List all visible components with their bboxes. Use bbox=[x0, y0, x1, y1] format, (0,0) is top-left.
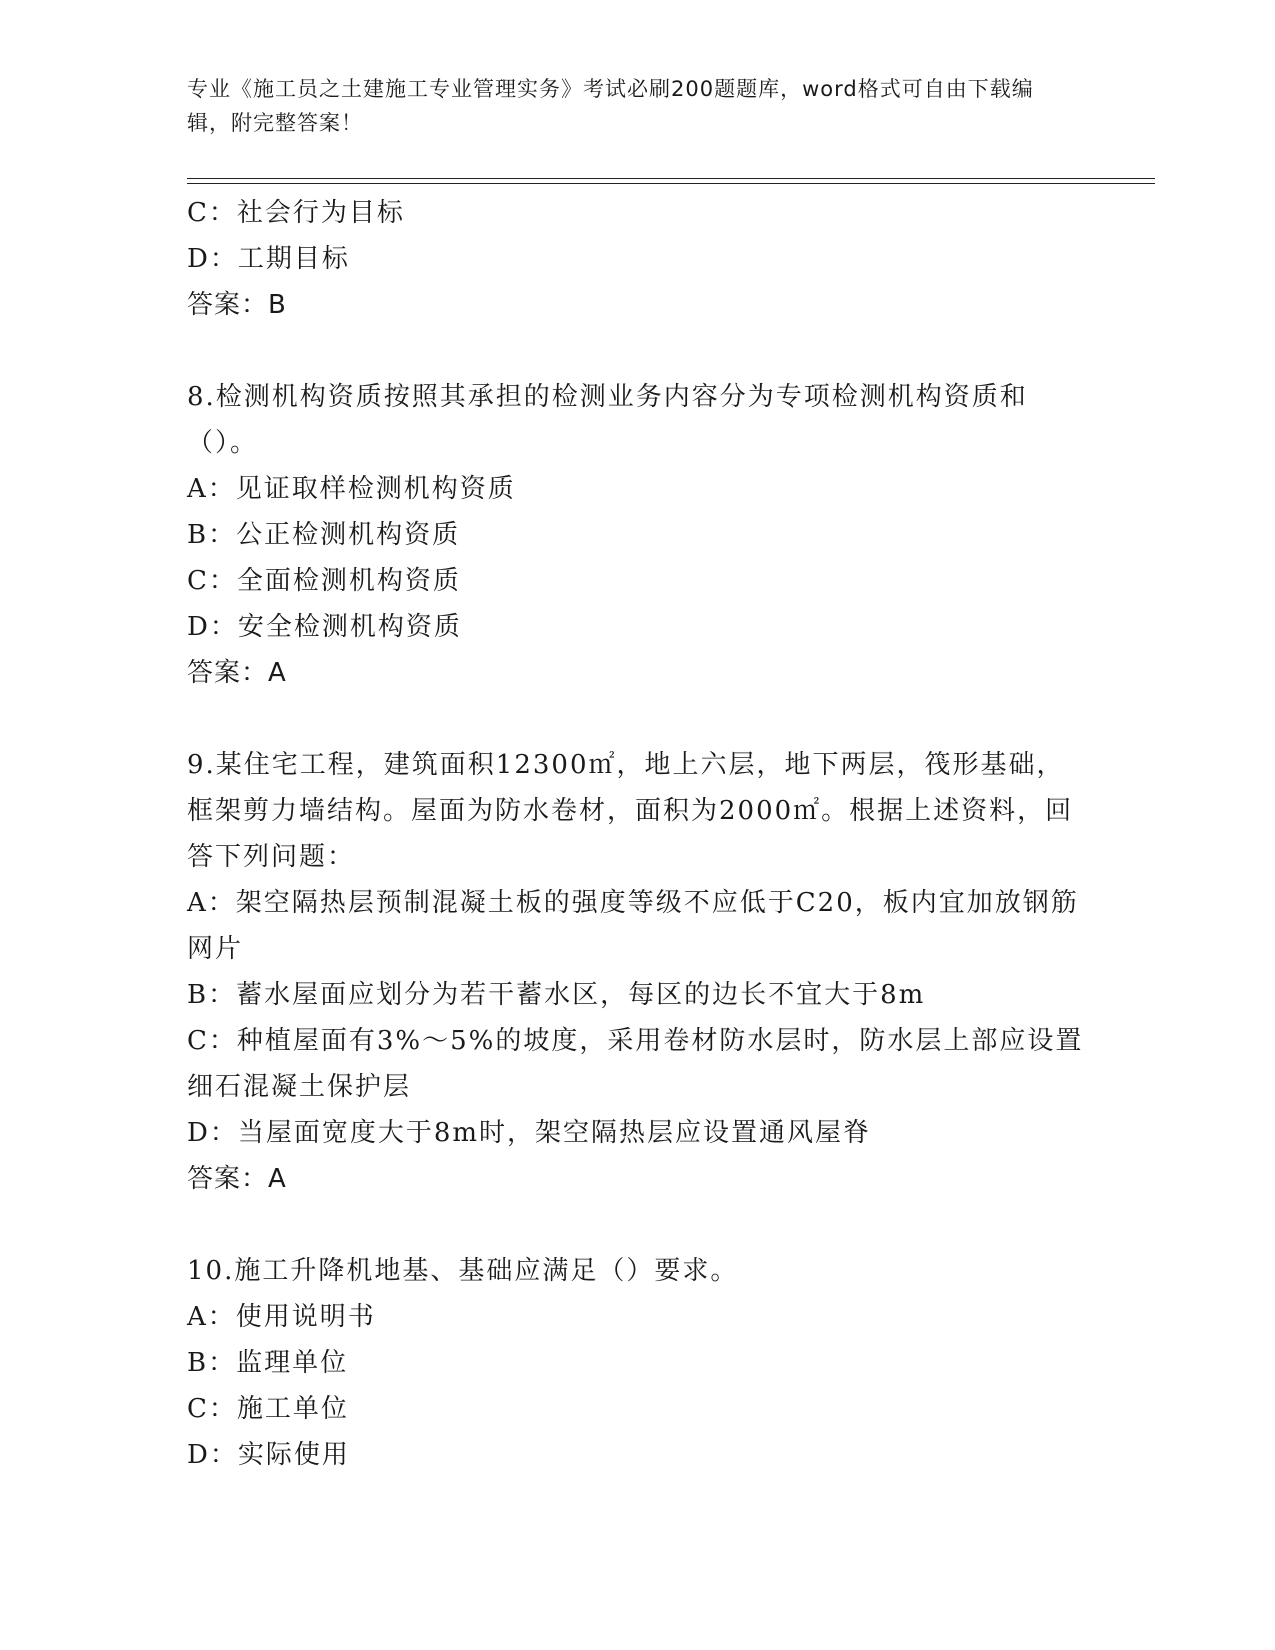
question-stem-8: 8.检测机构资质按照其承担的检测业务内容分为专项检测机构资质和（）。 bbox=[187, 382, 1028, 458]
header-rule-top bbox=[187, 178, 1155, 179]
option-d: D：安全检测机构资质 bbox=[187, 612, 462, 642]
option-a: A：见证取样检测机构资质 bbox=[187, 474, 516, 504]
option-c: C：施工单位 bbox=[187, 1394, 349, 1424]
option-a: A：架空隔热层预制混凝土板的强度等级不应低于C20，板内宜加放钢筋网片 bbox=[187, 888, 1079, 964]
option-a: A：使用说明书 bbox=[187, 1302, 376, 1332]
option-b: B：公正检测机构资质 bbox=[187, 520, 461, 550]
question-stem-10: 10.施工升降机地基、基础应满足（）要求。 bbox=[187, 1256, 739, 1286]
question-stem-9: 9.某住宅工程，建筑面积12300㎡，地上六层，地下两层，筏形基础，框架剪力墙结构。屋面为防水卷材，面积为2000㎡。根据上述资料，回答下列问题： bbox=[187, 750, 1074, 872]
option-c: C：社会行为目标 bbox=[187, 198, 405, 228]
option-b: B：监理单位 bbox=[187, 1348, 349, 1378]
answer-line: 答案：A bbox=[187, 1164, 287, 1194]
answer-line: 答案：B bbox=[187, 290, 287, 320]
question-content bbox=[187, 190, 1087, 1478]
option-c: C：种植屋面有3%～5%的坡度，采用卷材防水层时，防水层上部应设置细石混凝土保护层 bbox=[187, 1026, 1084, 1102]
option-b: B：蓄水屋面应划分为若干蓄水区，每区的边长不宜大于8m bbox=[187, 980, 926, 1010]
answer-line: 答案：A bbox=[187, 658, 287, 688]
option-d: D：工期目标 bbox=[187, 244, 350, 274]
option-d: D：实际使用 bbox=[187, 1440, 350, 1470]
option-c: C：全面检测机构资质 bbox=[187, 566, 461, 596]
document-header: 专业《施工员之土建施工专业管理实务》考试必刷200题题库，word格式可自由下载编辑，附完整答案！ bbox=[187, 77, 1034, 135]
option-d: D：当屋面宽度大于8m时，架空隔热层应设置通风屋脊 bbox=[187, 1118, 872, 1148]
header-rule-bottom bbox=[187, 183, 1155, 184]
